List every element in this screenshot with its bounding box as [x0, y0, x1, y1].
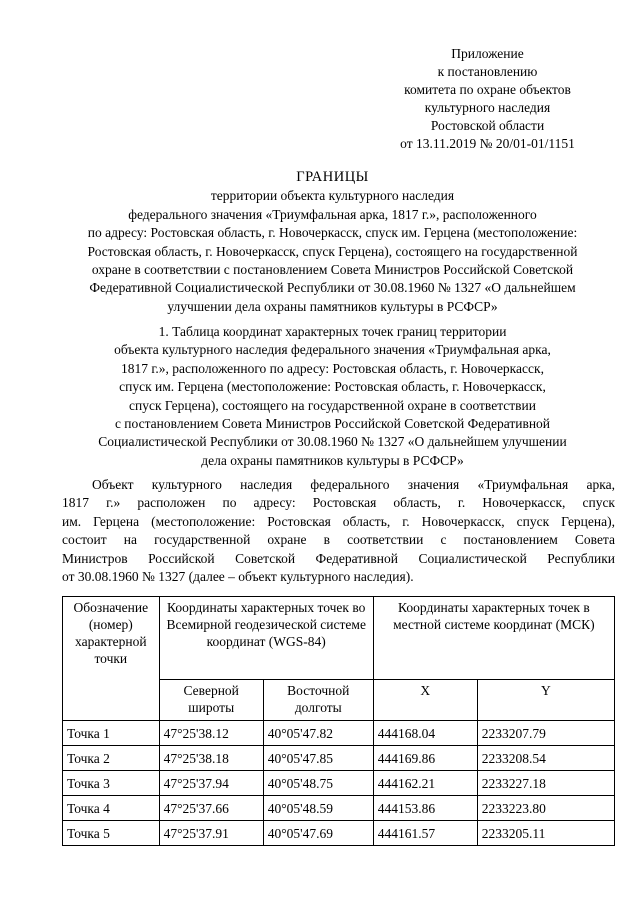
cell-y: 2233227.18	[477, 771, 614, 796]
cell-lon: 40°05'47.85	[263, 746, 373, 771]
appendix-line: комитета по охране объектов	[404, 82, 571, 97]
header-y: Y	[477, 680, 614, 721]
appendix-line: Ростовской области	[430, 118, 545, 133]
appendix-line: культурного наследия	[424, 100, 551, 115]
table-row	[63, 796, 615, 821]
document-heading	[50, 168, 615, 316]
heading-line: улучшении дела охраны памятников культуры в РСФСР»	[167, 298, 498, 314]
heading-line: Ростовская область, г. Новочеркасск, спуск Герцена), состоящего на государственной	[87, 243, 578, 259]
cell-lon: 40°05'48.75	[263, 771, 373, 796]
cell-y: 2233208.54	[477, 746, 614, 771]
appendix-line: Приложение	[451, 46, 524, 61]
cell-lon: 40°05'48.59	[263, 796, 373, 821]
table-header-row	[63, 597, 615, 680]
cell-y: 2233223.80	[477, 796, 614, 821]
table-row	[63, 746, 615, 771]
appendix-line: к постановлению	[437, 64, 538, 79]
header-msk: Координаты характерных точек в местной системе координат (МСК)	[373, 597, 614, 680]
header-designation: Обозначение (номер) характерной точки	[63, 597, 160, 721]
appendix-line: от 13.11.2019 № 20/01-01/1151	[400, 136, 575, 151]
paragraph-line: им. Герцена (местоположение: Ростовская область, г. Новочеркасск, спуск Герцена),	[62, 513, 615, 529]
table-caption-line: дела охраны памятников культуры в РСФСР»	[201, 452, 464, 468]
table-caption-line: 1817 г.», расположенного по адресу: Ростовская область, г. Новочеркасск,	[121, 360, 544, 376]
cell-point: Точка 3	[63, 771, 160, 796]
cell-lat: 47°25'37.91	[159, 821, 263, 846]
cell-y: 2233207.79	[477, 721, 614, 746]
table-caption	[50, 323, 615, 470]
cell-x: 444168.04	[373, 721, 477, 746]
cell-x: 444162.21	[373, 771, 477, 796]
cell-x: 444153.86	[373, 796, 477, 821]
table-caption-line: спуск Герцена), состоящего на государственной охране в соответствии	[128, 397, 536, 413]
table-caption-line: с постановлением Совета Министров Российской Советской Федеративной	[114, 416, 551, 432]
table-caption-line: 1. Таблица координат характерных точек границ территории	[158, 324, 507, 339]
paragraph-line: Министров Российской Советской Федеративной Социалистической Республики	[62, 550, 615, 566]
heading-line: федерального значения «Триумфальная арка, 1817 г.», расположенного	[128, 206, 537, 222]
cell-x: 444169.86	[373, 746, 477, 771]
cell-lat: 47°25'38.12	[159, 721, 263, 746]
header-wgs: Координаты характерных точек во Всемирной геодезической системе координат (WGS-84)	[159, 597, 373, 680]
heading-line: территории объекта культурного наследия	[210, 188, 455, 204]
table-caption-line: спуск им. Герцена (местоположение: Ростовская область, г. Новочеркасск,	[119, 379, 546, 395]
cell-y: 2233205.11	[477, 821, 614, 846]
description-paragraph	[62, 476, 615, 586]
cell-lon: 40°05'47.82	[263, 721, 373, 746]
appendix-block	[360, 45, 615, 153]
header-east-longitude: Восточной долготы	[263, 680, 373, 721]
paragraph-line: Объект культурного наследия федерального значения «Триумфальная арка,	[92, 477, 615, 492]
heading-line: по адресу: Ростовская область, г. Новочеркасск, спуск им. Герцена (местоположение:	[87, 225, 578, 241]
table-row	[63, 821, 615, 846]
header-north-latitude: Северной широты	[159, 680, 263, 721]
paragraph-line: 1817 г.» расположен по адресу: Ростовская область, г. Новочеркасск, спуск	[62, 495, 615, 511]
document-title: ГРАНИЦЫ	[296, 169, 369, 185]
cell-lat: 47°25'37.94	[159, 771, 263, 796]
table-caption-line: Социалистической Республики от 30.08.1960 № 1327 «О дальнейшем улучшении	[98, 434, 567, 450]
cell-point: Точка 4	[63, 796, 160, 821]
header-x: X	[373, 680, 477, 721]
table-row	[63, 771, 615, 796]
cell-point: Точка 2	[63, 746, 160, 771]
cell-lon: 40°05'47.69	[263, 821, 373, 846]
paragraph-line: состоит на государственной охране в соответствии с постановлением Совета	[62, 532, 615, 548]
cell-x: 444161.57	[373, 821, 477, 846]
heading-line: Федеративной Социалистической Республики от 30.08.1960 № 1327 «О дальнейшем	[89, 280, 576, 296]
paragraph-line: от 30.08.1960 № 1327 (далее – объект культурного наследия).	[62, 569, 414, 585]
cell-point: Точка 1	[63, 721, 160, 746]
cell-point: Точка 5	[63, 821, 160, 846]
table-caption-line: объекта культурного наследия федерального значения «Триумфальная арка,	[114, 342, 551, 358]
cell-lat: 47°25'38.18	[159, 746, 263, 771]
coordinates-table	[62, 596, 615, 846]
table-row	[63, 721, 615, 746]
cell-lat: 47°25'37.66	[159, 796, 263, 821]
heading-line: охране в соответствии с постановлением Совета Министров Российской Советской	[91, 262, 574, 278]
